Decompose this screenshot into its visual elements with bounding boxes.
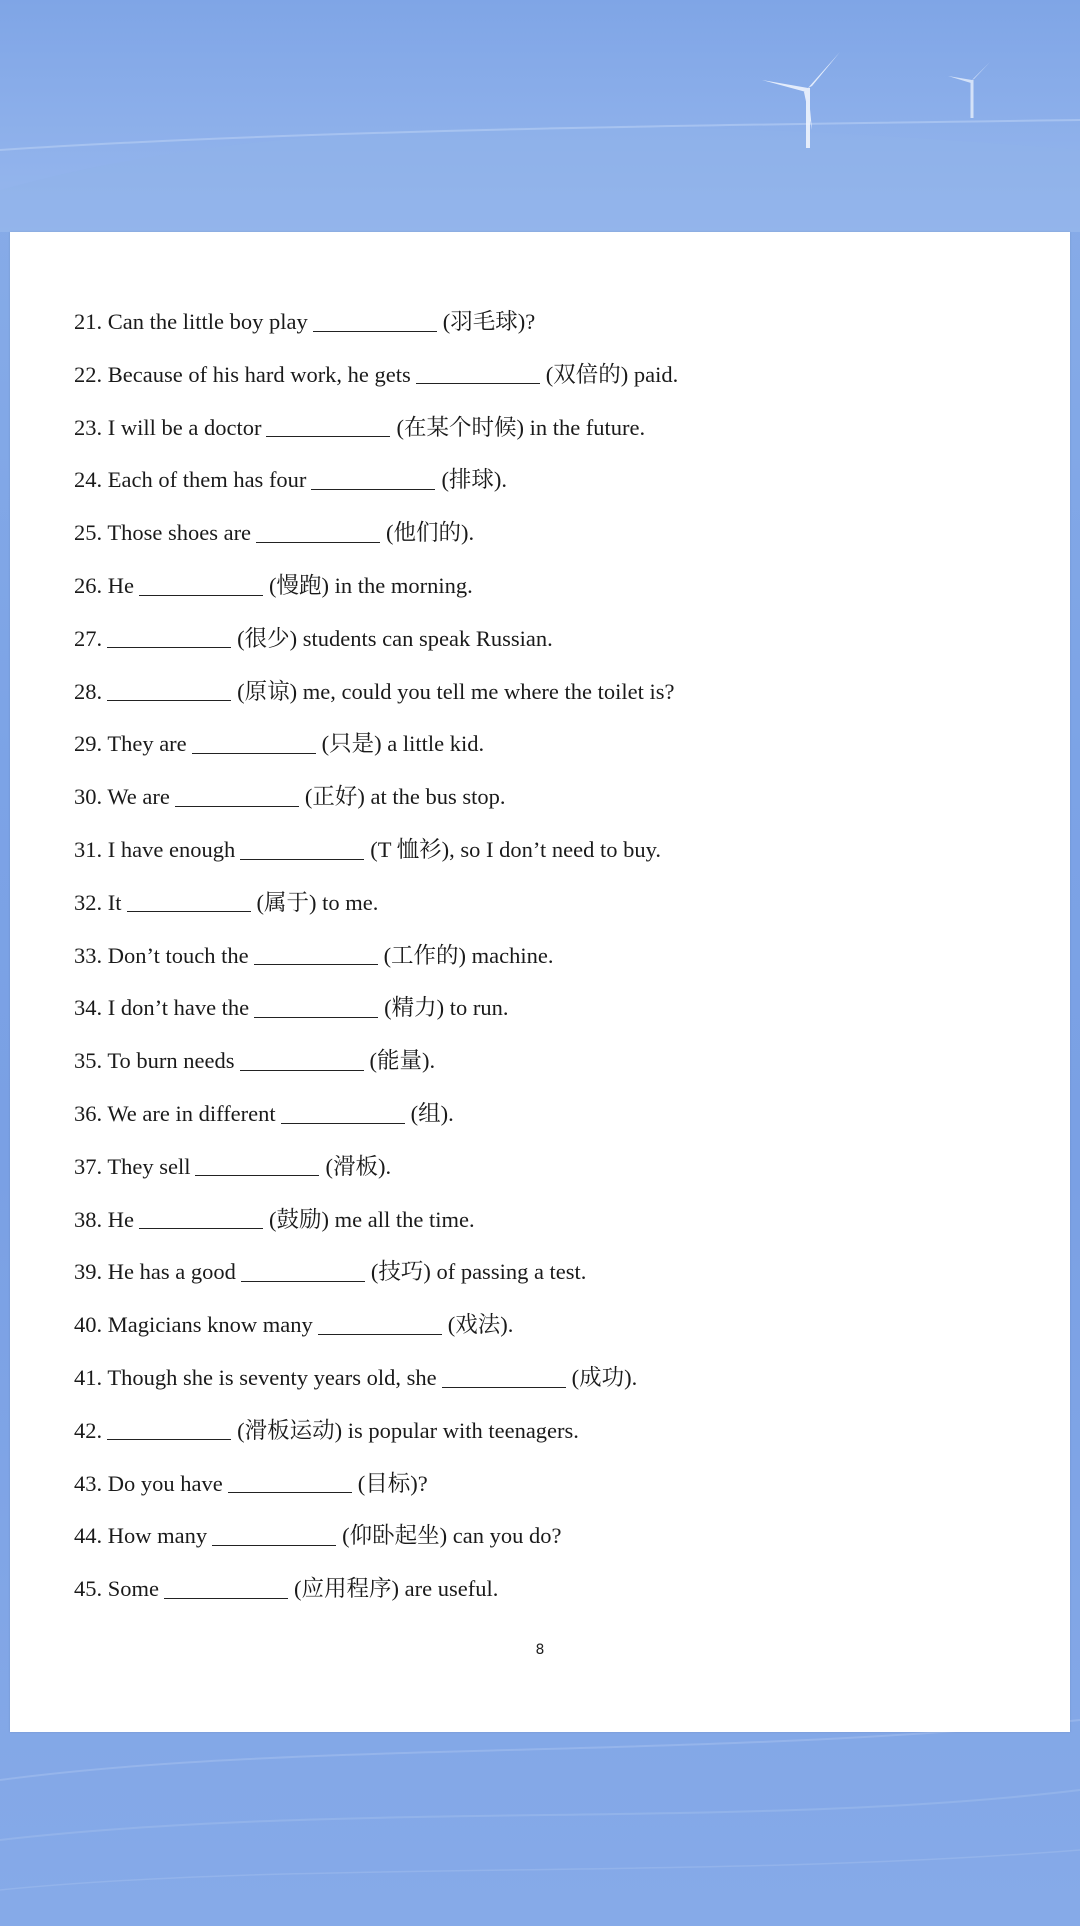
answer-blank	[240, 1047, 364, 1071]
question-26: 26. He (慢跑) in the morning.	[74, 572, 473, 598]
question-42: 42. (滑板运动) is popular with teenagers.	[74, 1417, 579, 1443]
question-29: 29. They are (只是) a little kid.	[74, 731, 485, 757]
question-27: 27. (很少) students can speak Russian.	[74, 625, 553, 651]
question-21: 21. Can the little boy play (羽毛球)?	[74, 309, 536, 334]
question-40: 40. Magicians know many (戏法).	[74, 1312, 514, 1338]
answer-blank	[228, 1470, 352, 1494]
answer-blank	[266, 414, 390, 438]
question-39: 39. He has a good (技巧) of passing a test.	[74, 1259, 587, 1285]
question-34: 34. I don’t have the (精力) to run.	[74, 995, 509, 1021]
question-30: 30. We are (正好) at the bus stop.	[74, 784, 506, 810]
question-45: 45. Some (应用程序) are useful.	[74, 1576, 499, 1602]
answer-blank	[212, 1523, 336, 1547]
page-number: 8	[535, 1642, 545, 1658]
question-25: 25. Those shoes are (他们的).	[74, 520, 475, 546]
answer-blank	[107, 625, 231, 649]
question-28: 28. (原谅) me, could you tell me where the toilet is?	[74, 678, 675, 704]
question-list	[74, 296, 678, 1616]
question-24: 24. Each of them has four (排球).	[74, 467, 508, 493]
answer-blank	[311, 467, 435, 491]
answer-blank	[313, 308, 437, 332]
answer-blank	[139, 572, 263, 596]
answer-blank	[240, 836, 364, 860]
question-37: 37. They sell (滑板).	[74, 1153, 392, 1179]
question-35: 35. To burn needs (能量).	[74, 1048, 436, 1074]
question-38: 38. He (鼓励) me all the time.	[74, 1206, 475, 1232]
answer-blank	[442, 1364, 566, 1388]
answer-blank	[254, 995, 378, 1019]
answer-blank	[281, 1100, 405, 1124]
answer-blank	[416, 361, 540, 385]
answer-blank	[254, 942, 378, 966]
answer-blank	[195, 1153, 319, 1177]
answer-blank	[175, 783, 299, 807]
question-43: 43. Do you have (目标)?	[74, 1470, 428, 1496]
question-32: 32. It (属于) to me.	[74, 889, 379, 915]
worksheet-page	[10, 232, 1070, 1732]
answer-blank	[107, 678, 231, 702]
answer-blank	[139, 1206, 263, 1230]
question-23: 23. I will be a doctor (在某个时候) in the future.	[74, 414, 646, 440]
question-31: 31. I have enough (T 恤衫), so I don’t need to buy.	[74, 836, 662, 862]
question-33: 33. Don’t touch the (工作的) machine.	[74, 942, 554, 968]
answer-blank	[192, 731, 316, 755]
answer-blank	[127, 889, 251, 913]
question-44: 44. How many (仰卧起坐) can you do?	[74, 1523, 562, 1549]
answer-blank	[318, 1311, 442, 1335]
answer-blank	[164, 1575, 288, 1599]
question-41: 41. Though she is seventy years old, she (成功).	[74, 1364, 638, 1390]
answer-blank	[241, 1259, 365, 1283]
question-22: 22. Because of his hard work, he gets (双倍的) paid.	[74, 361, 679, 387]
answer-blank	[107, 1417, 231, 1441]
answer-blank	[256, 519, 380, 543]
question-36: 36. We are in different (组).	[74, 1100, 454, 1126]
